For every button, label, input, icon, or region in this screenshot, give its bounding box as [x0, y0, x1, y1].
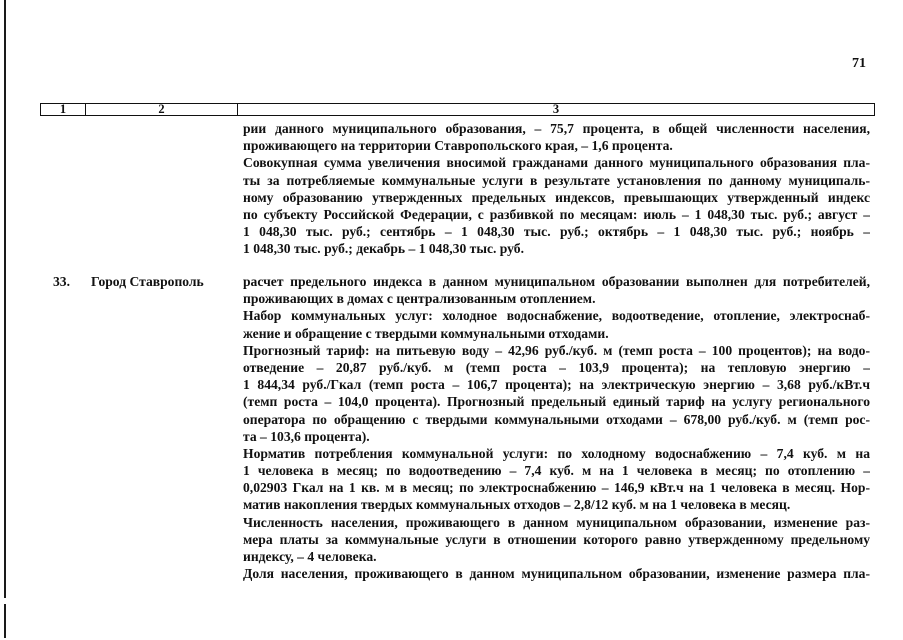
text-line: (темп роста – 104,0 процента). Прогнозный предельный единый тариф на услугу регионального: [243, 394, 870, 410]
text-line: 1 человека в месяц; по водоотведению – 7,4 куб. м на 1 человека в месяц; по отоплению –: [243, 463, 870, 479]
text-line: 1 048,30 тыс. руб.; сентябрь – 1 048,30 тыс. руб.; октябрь – 1 048,30 тыс. руб.; ноябрь –: [243, 224, 870, 240]
text-line: расчет предельного индекса в данном муниципальном образовании выполнен для потребителей,: [243, 274, 870, 289]
text-line: 1 048,30 тыс. руб.; декабрь – 1 048,30 тыс. руб.: [243, 241, 524, 257]
text-line: 1 844,34 руб./Гкал (темп роста – 106,7 процента); на электрическую энергию – 3,68 руб./кВт.ч: [243, 377, 870, 393]
text-line: проживающего на территории Ставропольского края, – 1,6 процента.: [243, 138, 673, 154]
text-line: та – 103,6 процента).: [243, 428, 370, 444]
text-line: 0,02903 Гкал на 1 кв. м в месяц; по электроснабжению – 146,9 кВт.ч на 1 человека в месяц. Нор-: [243, 480, 870, 496]
municipality-name: Город Ставрополь: [91, 274, 204, 289]
text-line: ному образованию утвержденных предельных индексов, превышающих утвержденный индекс: [243, 189, 870, 205]
text-line: рии данного муниципального образования, – 75,7 процента, в общей численности населения,: [243, 121, 870, 136]
text-line: матив накопления твердых коммунальных отходов – 2,8/12 куб. м на 1 человека в месяц.: [243, 497, 791, 513]
left-margin-line-lower: [4, 604, 6, 638]
table-header-col-2: 2: [86, 104, 238, 115]
table-header-col-3: 3: [552, 102, 560, 116]
text-line: Совокупная сумма увеличения вносимой гражданами данного муниципального образования пла-: [243, 155, 870, 171]
text-line: отведение – 20,87 руб./куб. м (темп роста – 103,9 процента); на тепловую энергию –: [243, 359, 870, 375]
left-margin-line: [4, 0, 6, 598]
text-line: Набор коммунальных услуг: холодное водоснабжение, водоотведение, отопление, электроснаб-: [243, 308, 870, 324]
text-line: жение и обращение с твердыми коммунальными отходами.: [243, 325, 609, 341]
table-row: [40, 273, 875, 593]
text-line: индексу, – 4 человека.: [243, 549, 377, 564]
table-row: [40, 120, 875, 260]
text-line: мера платы за коммунальные услуги в отношении которого равно утвержденному предельному: [243, 531, 870, 547]
text-line: Численность населения, проживающего в данном муниципальном образовании, изменение раз-: [243, 514, 870, 530]
row-number: 33.: [53, 274, 70, 289]
table-header-col-1: 1: [41, 104, 86, 115]
text-line: проживающих в домах с централизованным отоплением.: [243, 291, 596, 307]
text-line: Норматив потребления коммунальной услуги: по холодному водоснабжению – 7,4 куб. м на: [243, 445, 870, 461]
page-number: 71: [852, 56, 866, 71]
table-header-row: [40, 103, 875, 116]
text-line: по субъекту Российской Федерации, с разбивкой по месяцам: июль – 1 048,30 тыс. руб.; август –: [243, 206, 870, 222]
row-description: [243, 120, 870, 258]
row-description: [243, 273, 870, 582]
text-line: Доля населения, проживающего в данном муниципальном образовании, изменение размера пла-: [243, 566, 870, 582]
text-line: оператора по обращению с твердыми коммунальными отходами – 678,00 руб./куб. м (темп рос-: [243, 411, 870, 427]
text-line: Прогнозный тариф: на питьевую воду – 42,96 руб./куб. м (темп роста – 100 процентов); на водо-: [243, 342, 870, 358]
text-line: ты за потребляемые коммунальные услуги в результате установления по данному муниципаль-: [243, 172, 870, 188]
